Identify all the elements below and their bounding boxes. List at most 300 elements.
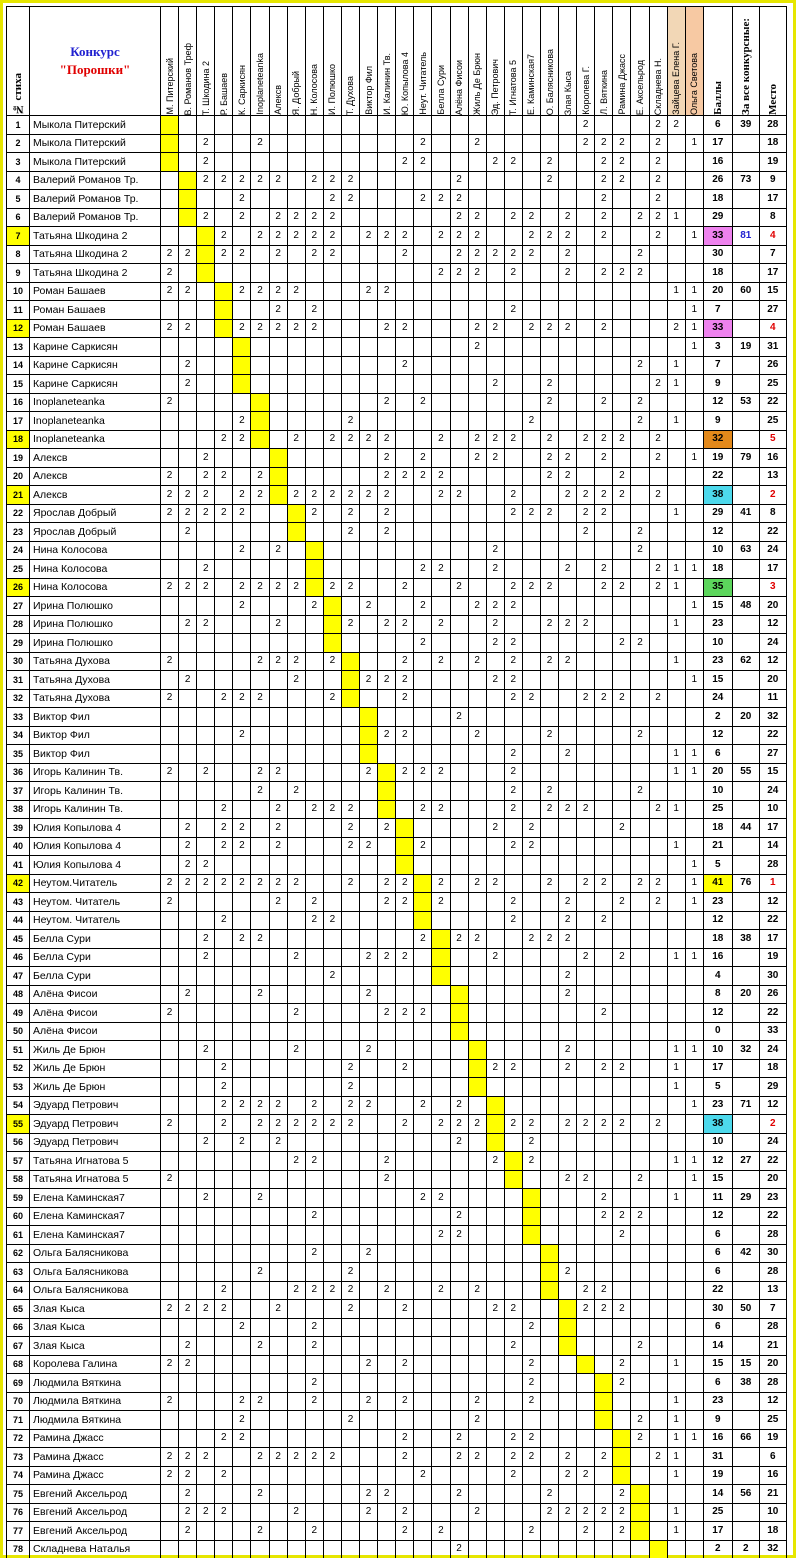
score-cell (613, 208, 631, 227)
score-cell (649, 1355, 667, 1374)
score-cell: 2 (179, 375, 197, 394)
score-cell (631, 227, 649, 246)
row-number: 42 (7, 874, 30, 893)
judge-name: Н. Колосова (309, 63, 320, 115)
score-cell (631, 1318, 649, 1337)
score-cell: 2 (559, 1059, 577, 1078)
score-cell (468, 560, 486, 579)
author-name: Нина Колосова (30, 560, 161, 579)
score-cell (559, 1411, 577, 1430)
score-cell (360, 1170, 378, 1189)
score-cell: 2 (468, 1115, 486, 1134)
score-cell: 2 (414, 930, 432, 949)
row-number: 2 (7, 134, 30, 153)
score-cell (414, 1337, 432, 1356)
score-cell (161, 1059, 179, 1078)
score-cell (685, 208, 703, 227)
score-cell (486, 763, 504, 782)
score-cell: 2 (197, 208, 215, 227)
score-cell: 2 (540, 874, 558, 893)
score-cell: 2 (378, 615, 396, 634)
score-cell (233, 356, 251, 375)
score-cell (414, 819, 432, 838)
score-cell: 2 (559, 467, 577, 486)
row-number: 9 (7, 264, 30, 283)
score-cell (504, 541, 522, 560)
score-cell (378, 1096, 396, 1115)
score-cell (486, 856, 504, 875)
score-cell (432, 1503, 450, 1522)
score-cell (540, 1281, 558, 1300)
score-cell (269, 689, 287, 708)
score-cell (450, 430, 468, 449)
score-cell: 2 (197, 930, 215, 949)
table-row (7, 856, 787, 875)
score-cell: 1 (667, 652, 685, 671)
score-cell (414, 1263, 432, 1282)
score-cell (414, 985, 432, 1004)
score-cell (649, 1318, 667, 1337)
score-cell (522, 1411, 540, 1430)
score-cell: 2 (215, 1281, 233, 1300)
score-cell (450, 412, 468, 431)
score-cell (559, 282, 577, 301)
score-cell (233, 560, 251, 579)
score-cell (396, 393, 414, 412)
score-cell (215, 893, 233, 912)
score-cell: 2 (197, 874, 215, 893)
score-cell (251, 1355, 269, 1374)
score-cell (323, 393, 341, 412)
score-cell (685, 245, 703, 264)
score-cell: 2 (468, 338, 486, 357)
score-cell (179, 1004, 197, 1023)
score-cell (197, 911, 215, 930)
score-cell (414, 578, 432, 597)
score-cell (486, 985, 504, 1004)
table-row (7, 430, 787, 449)
score-cell (305, 782, 323, 801)
score-cell (179, 541, 197, 560)
total-cell: 79 (732, 449, 759, 468)
place-cell: 2 (759, 486, 786, 505)
place-cell: 12 (759, 1096, 786, 1115)
score-cell (450, 1022, 468, 1041)
score-cell: 2 (522, 837, 540, 856)
score-cell (161, 615, 179, 634)
score-cell (432, 1244, 450, 1263)
score-cell (251, 412, 269, 431)
score-cell (287, 1374, 305, 1393)
score-cell (577, 1318, 595, 1337)
score-cell (450, 985, 468, 1004)
score-cell: 2 (378, 948, 396, 967)
score-cell: 2 (161, 689, 179, 708)
score-cell (559, 1189, 577, 1208)
score-cell (468, 985, 486, 1004)
row-number: 26 (7, 578, 30, 597)
judge-name: В. Романов Треф (182, 42, 193, 115)
score-cell (161, 134, 179, 153)
score-cell (161, 560, 179, 579)
score-cell: 2 (577, 134, 595, 153)
score-cell (269, 1355, 287, 1374)
score-cell (540, 1207, 558, 1226)
score-cell: 2 (341, 578, 359, 597)
score-cell (504, 615, 522, 634)
score-cell (341, 726, 359, 745)
score-cell: 2 (269, 541, 287, 560)
score-cell (287, 1540, 305, 1558)
score-cell (269, 856, 287, 875)
score-cell (595, 1540, 613, 1558)
score-cell: 2 (504, 634, 522, 653)
total-cell (732, 1170, 759, 1189)
score-cell (414, 264, 432, 283)
score-cell (414, 615, 432, 634)
score-cell: 2 (215, 1096, 233, 1115)
score-cell: 2 (631, 245, 649, 264)
score-cell (251, 1004, 269, 1023)
score-cell: 2 (215, 874, 233, 893)
score-cell (631, 708, 649, 727)
score-cell (613, 338, 631, 357)
score-cell (486, 800, 504, 819)
score-cell: 2 (486, 541, 504, 560)
score-cell (179, 634, 197, 653)
score-cell (179, 1041, 197, 1060)
points-cell: 20 (703, 763, 732, 782)
score-cell (414, 1503, 432, 1522)
score-cell: 2 (215, 227, 233, 246)
row-number: 32 (7, 689, 30, 708)
score-cell (161, 1152, 179, 1171)
score-cell (360, 319, 378, 338)
score-cell (378, 412, 396, 431)
score-cell: 2 (559, 449, 577, 468)
score-cell (197, 1022, 215, 1041)
score-cell: 1 (667, 1041, 685, 1060)
score-cell: 2 (161, 467, 179, 486)
score-cell (504, 1189, 522, 1208)
score-cell: 2 (305, 911, 323, 930)
score-cell (559, 634, 577, 653)
table-row (7, 1189, 787, 1208)
score-cell (577, 967, 595, 986)
score-cell (378, 153, 396, 172)
score-cell: 1 (667, 615, 685, 634)
score-cell (559, 1096, 577, 1115)
score-cell (595, 245, 613, 264)
score-cell (378, 1448, 396, 1467)
score-cell: 2 (161, 1355, 179, 1374)
score-cell (613, 597, 631, 616)
judge-header-23 (577, 7, 595, 116)
score-cell: 2 (414, 560, 432, 579)
score-cell: 1 (667, 1078, 685, 1097)
score-cell (269, 1522, 287, 1541)
score-cell (631, 1466, 649, 1485)
score-cell: 2 (649, 1115, 667, 1134)
total-cell (732, 726, 759, 745)
table-row (7, 1540, 787, 1558)
score-cell (522, 449, 540, 468)
author-name: Злая Кыса (30, 1318, 161, 1337)
score-cell: 2 (341, 486, 359, 505)
score-cell (613, 782, 631, 801)
score-cell (595, 467, 613, 486)
score-cell (450, 560, 468, 579)
score-cell: 2 (432, 615, 450, 634)
score-cell: 2 (486, 245, 504, 264)
score-cell (414, 671, 432, 690)
points-cell: 41 (703, 874, 732, 893)
score-cell (360, 1152, 378, 1171)
score-cell (341, 1355, 359, 1374)
score-cell (559, 819, 577, 838)
score-cell: 2 (269, 578, 287, 597)
score-cell (287, 1355, 305, 1374)
judge-header-28 (667, 7, 685, 116)
score-cell (323, 1152, 341, 1171)
score-cell (269, 967, 287, 986)
score-cell (613, 708, 631, 727)
score-cell (595, 282, 613, 301)
score-cell: 2 (522, 1355, 540, 1374)
score-cell (649, 319, 667, 338)
row-number: 11 (7, 301, 30, 320)
score-cell (179, 1411, 197, 1430)
score-cell (341, 689, 359, 708)
score-cell (251, 634, 269, 653)
row-number: 63 (7, 1263, 30, 1282)
score-cell: 2 (486, 615, 504, 634)
score-cell (287, 1226, 305, 1245)
score-cell (468, 1355, 486, 1374)
score-cell (341, 1448, 359, 1467)
place-cell: 32 (759, 1540, 786, 1558)
score-cell (450, 1355, 468, 1374)
score-cell (215, 1022, 233, 1041)
place-cell: 15 (759, 763, 786, 782)
score-cell (559, 504, 577, 523)
score-cell (179, 1115, 197, 1134)
score-cell (559, 116, 577, 135)
total-cell: 19 (732, 338, 759, 357)
score-cell (577, 1004, 595, 1023)
score-cell (161, 449, 179, 468)
score-cell (269, 338, 287, 357)
row-number: 59 (7, 1189, 30, 1208)
score-cell (414, 1133, 432, 1152)
score-cell (486, 1448, 504, 1467)
score-cell (305, 467, 323, 486)
score-cell (432, 948, 450, 967)
score-cell (323, 1355, 341, 1374)
author-name: Елена Каминская7 (30, 1226, 161, 1245)
score-cell (305, 412, 323, 431)
score-cell (269, 486, 287, 505)
table-row (7, 634, 787, 653)
score-cell: 2 (468, 245, 486, 264)
score-cell (360, 412, 378, 431)
score-cell (414, 1448, 432, 1467)
score-cell (215, 190, 233, 209)
total-cell (732, 1337, 759, 1356)
score-cell (613, 1189, 631, 1208)
score-cell: 2 (179, 671, 197, 690)
score-cell (269, 1207, 287, 1226)
score-cell (540, 634, 558, 653)
score-cell (233, 1152, 251, 1171)
score-cell: 2 (504, 578, 522, 597)
score-cell (577, 1226, 595, 1245)
score-cell (613, 726, 631, 745)
score-cell (197, 1522, 215, 1541)
score-cell (631, 1540, 649, 1558)
points-cell: 29 (703, 504, 732, 523)
score-cell (667, 393, 685, 412)
score-cell (577, 245, 595, 264)
total-cell: 27 (732, 1152, 759, 1171)
score-cell: 2 (378, 1281, 396, 1300)
score-cell (432, 301, 450, 320)
score-cell: 1 (667, 1355, 685, 1374)
score-cell (233, 116, 251, 135)
score-cell: 2 (504, 153, 522, 172)
score-cell (540, 1170, 558, 1189)
score-cell: 2 (305, 597, 323, 616)
score-cell (233, 1078, 251, 1097)
score-cell: 2 (486, 1152, 504, 1171)
score-cell: 2 (631, 1207, 649, 1226)
score-cell (685, 578, 703, 597)
score-cell: 2 (341, 504, 359, 523)
row-number: 34 (7, 726, 30, 745)
score-cell (685, 504, 703, 523)
score-cell (233, 782, 251, 801)
score-cell: 2 (341, 615, 359, 634)
score-cell (540, 134, 558, 153)
score-cell (414, 1318, 432, 1337)
score-cell (432, 1152, 450, 1171)
total-cell: 41 (732, 504, 759, 523)
score-cell (450, 338, 468, 357)
score-cell (341, 449, 359, 468)
score-cell (396, 985, 414, 1004)
score-cell (287, 1318, 305, 1337)
score-cell (323, 1374, 341, 1393)
score-cell (450, 763, 468, 782)
score-cell (468, 1059, 486, 1078)
score-cell (197, 689, 215, 708)
score-cell: 2 (269, 615, 287, 634)
score-cell (179, 153, 197, 172)
score-cell: 2 (378, 726, 396, 745)
points-cell: 16 (703, 153, 732, 172)
score-cell (251, 338, 269, 357)
row-number: 10 (7, 282, 30, 301)
score-cell (378, 911, 396, 930)
score-cell: 2 (323, 227, 341, 246)
score-cell (341, 967, 359, 986)
score-cell: 2 (450, 264, 468, 283)
score-cell (667, 264, 685, 283)
header-row (7, 7, 787, 116)
score-cell (522, 1170, 540, 1189)
score-cell (179, 652, 197, 671)
score-cell (540, 264, 558, 283)
score-cell: 2 (468, 208, 486, 227)
author-name: Людмила Вяткина (30, 1411, 161, 1430)
score-cell (396, 634, 414, 653)
score-cell (287, 634, 305, 653)
score-cell: 2 (522, 319, 540, 338)
score-cell (396, 430, 414, 449)
score-cell (323, 264, 341, 283)
score-cell (595, 1374, 613, 1393)
place-cell: 8 (759, 504, 786, 523)
score-cell (486, 689, 504, 708)
score-cell: 2 (197, 763, 215, 782)
score-cell (215, 634, 233, 653)
table-row (7, 171, 787, 190)
score-cell (595, 745, 613, 764)
score-cell (504, 1207, 522, 1226)
score-cell (468, 1522, 486, 1541)
score-cell: 1 (667, 412, 685, 431)
score-cell (486, 726, 504, 745)
score-cell (595, 1355, 613, 1374)
score-cell (649, 1207, 667, 1226)
table-row (7, 319, 787, 338)
score-cell (595, 1078, 613, 1097)
total-cell (732, 301, 759, 320)
score-cell (522, 1466, 540, 1485)
judge-name: Л. Вяткина (598, 70, 609, 115)
score-cell: 2 (378, 819, 396, 838)
score-cell: 2 (378, 282, 396, 301)
score-cell (396, 1485, 414, 1504)
score-cell (269, 1485, 287, 1504)
score-cell (504, 282, 522, 301)
score-cell (341, 1540, 359, 1558)
score-cell: 2 (631, 541, 649, 560)
row-number: 35 (7, 745, 30, 764)
score-cell: 2 (504, 597, 522, 616)
score-cell (179, 948, 197, 967)
score-cell: 2 (251, 1485, 269, 1504)
points-cell: 7 (703, 301, 732, 320)
score-cell (179, 134, 197, 153)
table-row (7, 264, 787, 283)
score-cell (613, 671, 631, 690)
contest-title: Конкурс (70, 44, 120, 59)
score-cell (305, 393, 323, 412)
score-cell (233, 301, 251, 320)
table-row (7, 782, 787, 801)
score-cell (432, 1078, 450, 1097)
score-cell (522, 116, 540, 135)
score-cell (396, 171, 414, 190)
score-cell: 1 (685, 560, 703, 579)
place-cell: 22 (759, 911, 786, 930)
place-cell: 24 (759, 634, 786, 653)
score-cell (450, 1078, 468, 1097)
score-cell: 2 (305, 486, 323, 505)
place-cell: 22 (759, 726, 786, 745)
score-cell: 2 (197, 153, 215, 172)
